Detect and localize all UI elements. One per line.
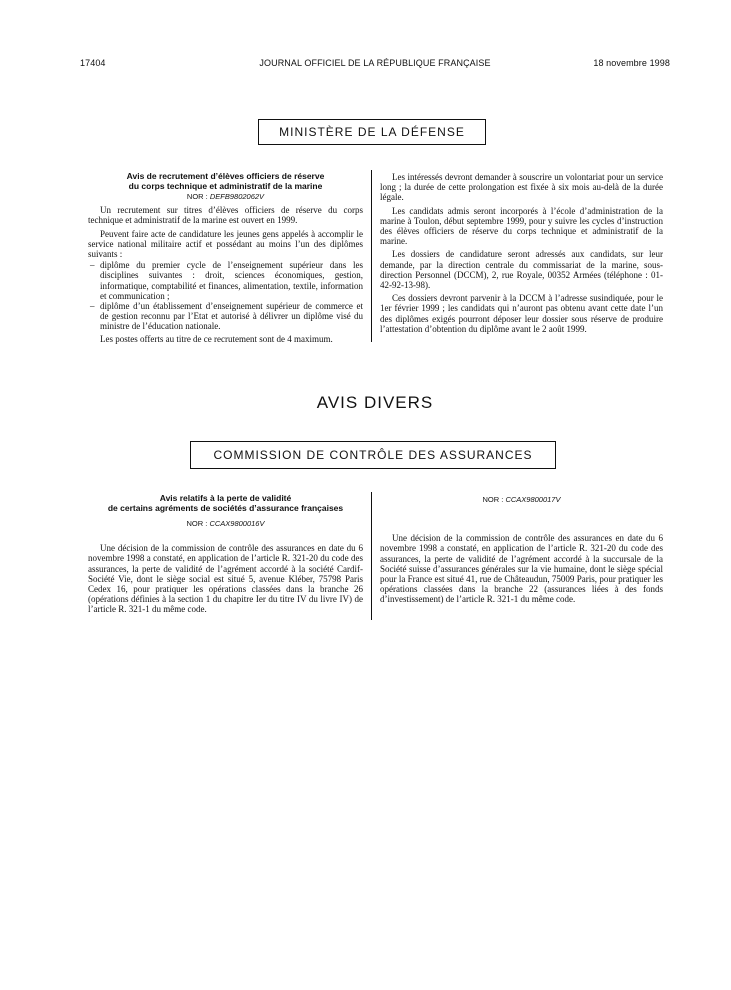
paragraph: Ces dossiers devront parvenir à la DCCM à l’adresse susindiquée, pour le 1er février 1999 ; les candidats qui n’auront pas obtenu avant cette date l’un des diplômes exigés pourront déposer leur dossier sous réserve de produire l’attestation d’obtention du diplôme avant le 2 août 1999. [380,293,663,334]
paragraph: Une décision de la commission de contrôle des assurances en date du 6 novembre 1998 a constaté, en application de l’article R. 321-20 du code des assurances, la perte de validité de l’agrément accordé à la succursale de la Société suisse d’assurances générales sur la vie humaine, dont le siège spécial pour la France est situé 41, rue de Châteaudun, 75009 Paris, pour pratiquer les opérations classées dans la branche 22 (assurances liées à des fonds d’investissement) de l’article R. 321-1 du même code. [380,533,663,605]
ministry-right-column [380,172,663,334]
ministry-left-column [88,172,363,344]
column-divider [371,170,372,342]
commission-left-column [88,494,363,615]
paragraph: Un recrutement sur titres d’élèves officiers de réserve du corps technique et administratif de la marine est ouvert en 1999. [88,205,363,226]
list-item: – diplôme d’un établissement d’enseignement supérieur de commerce et de gestion reconnu par l’Etat et autorisé à délivrer un diplôme visé du ministre de l’éducation nationale. [100,301,363,332]
page-number: 17404 [80,58,106,68]
commission-right-column [380,494,663,605]
list-item: – diplôme du premier cycle de l’enseignement supérieur dans les disciplines suivantes : droit, sciences économiques, gestion, informatique, comptabilité et finances, alimentation, textile, information et communication ; [100,260,363,301]
nor-reference: NOR : CCAX9800016V [186,519,265,528]
recruitment-notice-title: Avis de recrutement d’élèves officiers de réserve du corps technique et administratif de la marine [126,171,325,191]
section-heading-avis-divers: AVIS DIVERS [316,393,434,412]
commission-heading: COMMISSION DE CONTRÔLE DES ASSURANCES [190,441,556,469]
ministry-heading: MINISTÈRE DE LA DÉFENSE [258,119,486,145]
nor-reference: NOR : DEFB9802062V [186,192,265,201]
paragraph: Une décision de la commission de contrôle des assurances en date du 6 novembre 1998 a constaté, en application de l’article R. 321-20 du code des assurances, la perte de validité de l’agrément accordé à la société Cardif-Société Vie, dont le siège social est situé 5, avenue Kléber, 75798 Paris Cedex 16, pour pratiquer les opérations classées dans la branche 26 (opérations définies à la section 1 du chapitre Ier du titre IV du livre IV) de l’article R. 321-1 du même code. [88,543,363,615]
journal-title: JOURNAL OFFICIEL DE LA RÉPUBLIQUE FRANÇAISE [259,58,491,68]
column-divider [371,492,372,620]
paragraph: Les candidats admis seront incorporés à l’école d’administration de la marine à Toulon, début septembre 1999, pour y suivre les cycles d’instruction des élèves officiers de réserve du corps technique et administratif de la marine. [380,205,663,247]
paragraph: Peuvent faire acte de candidature les jeunes gens appelés à accomplir le service national militaire actif et possédant au moins l’un des diplômes suivants : [88,228,363,260]
nor-reference: NOR : CCAX9800017V [482,495,561,504]
validity-notice-title: Avis relatifs à la perte de validité de certains agréments de sociétés d’assurance françaises [107,493,344,513]
diploma-list [88,260,363,331]
paragraph: Les dossiers de candidature seront adressés aux candidats, sur leur demande, par la direction centrale du commissariat de la marine, sous-direction Personnel (DCCM), 2, rue Royale, 00352 Armées (téléphone : 01-42-92-13-98). [380,249,663,291]
paragraph: Les intéressés devront demander à souscrire un volontariat pour un service long ; la durée de cette prolongation est fixée à six mois au-delà de la durée légale. [380,172,663,203]
paragraph: Les postes offerts au titre de ce recrutement sont de 4 maximum. [100,333,333,344]
issue-date: 18 novembre 1998 [593,58,670,68]
